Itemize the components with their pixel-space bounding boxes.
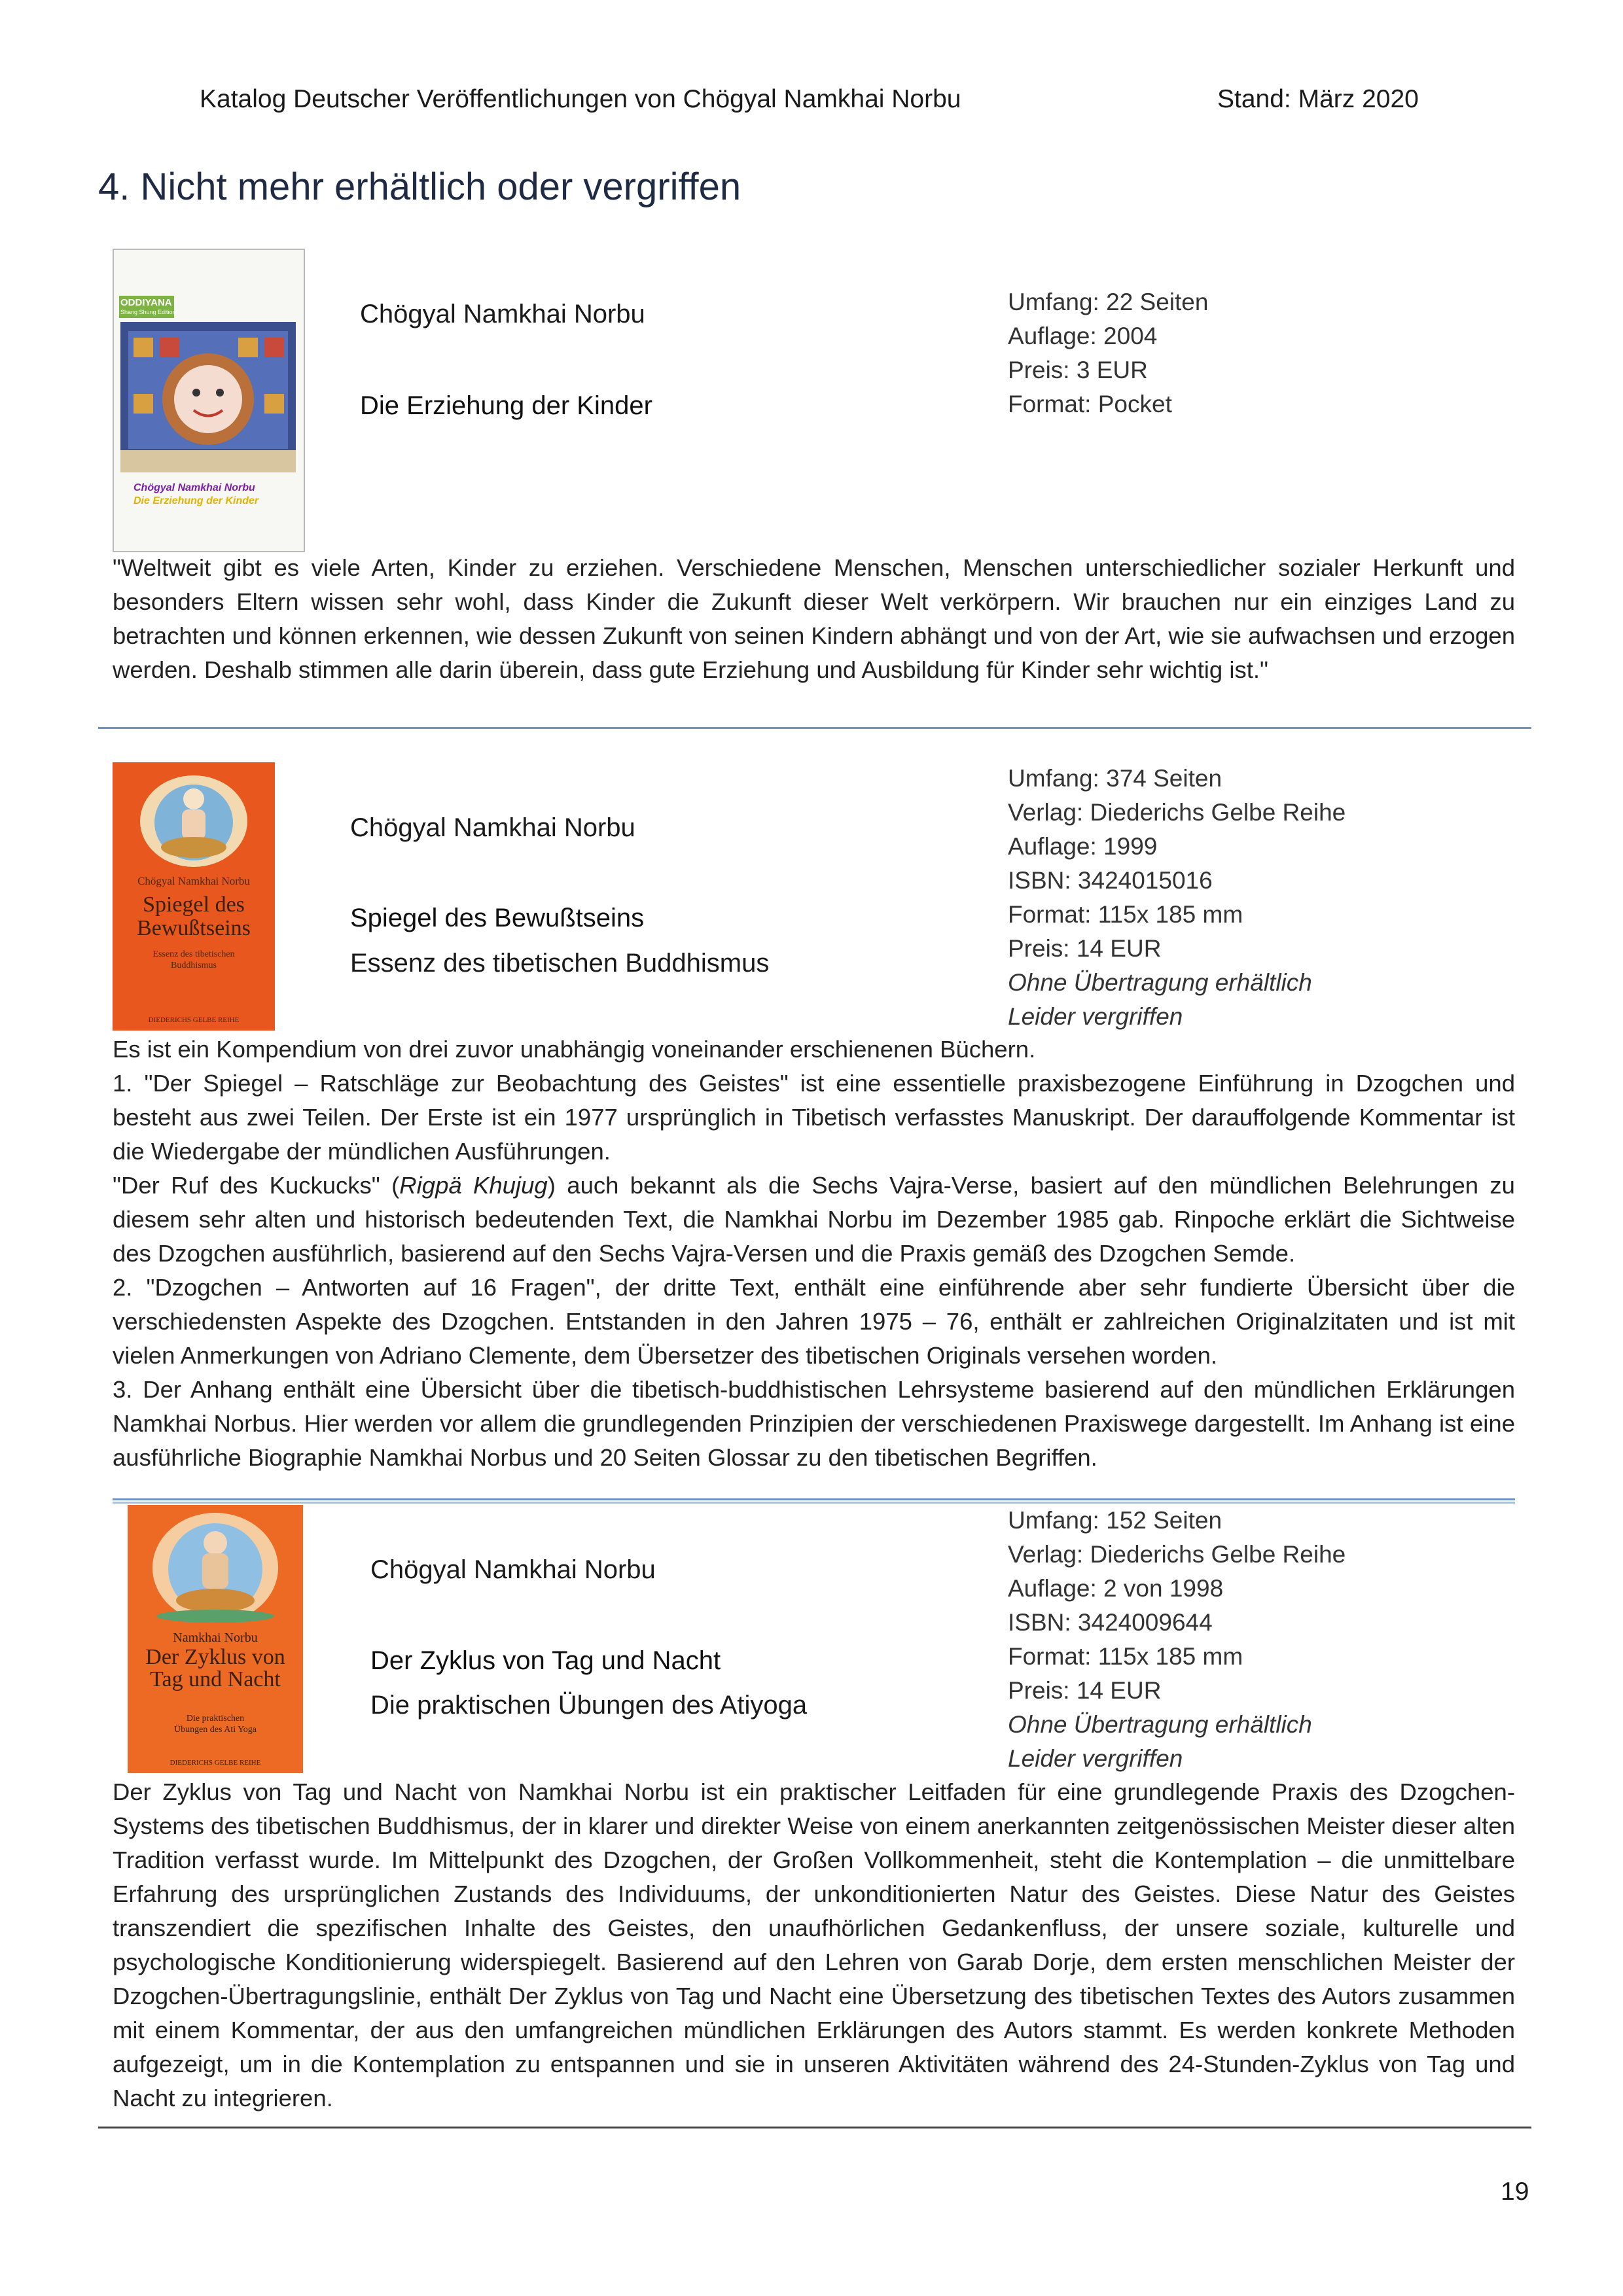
book-author: Chögyal Namkhai Norbu: [370, 1555, 656, 1584]
book-cover-spiegel: [113, 762, 275, 1031]
cover-illustration-child-face: [120, 322, 296, 472]
cover-subtitle-text: Essenz des tibetischen Buddhismus: [152, 949, 235, 970]
meta-line: Auflage: 2 von 1998: [1008, 1575, 1224, 1602]
meta-line: Preis: 3 EUR: [1008, 357, 1148, 383]
meta-line: ISBN: 3424009644: [1008, 1609, 1213, 1636]
description-paragraph: "Weltweit gibt es viele Arten, Kinder zu erziehen. Verschiedene Menschen, Menschen unterschiedlicher sozialer Herkunft und besonders Eltern wissen sehr wohl, dass Kinder die Zukunft dieser Welt verkörpern. Wir brauchen nur ein einziges Land zu betrachten und können erkennen, wie dessen Zukunft von seinen Kindern abhängt und von der Art, wie sie aufwachsen und erzogen werden. Deshalb stimmen alle darin überein, dass gute Erziehung und Ausbildung für Kinder sehr wichtig ist.": [113, 554, 1515, 683]
ruf-text-italic: Rigpä Khujug: [399, 1172, 548, 1199]
cover-title-text: Die Erziehung der Kinder: [134, 495, 259, 506]
meta-line: Verlag: Diederichs Gelbe Reihe: [1008, 799, 1346, 826]
cover-illustration-buddha: [143, 1509, 287, 1624]
book-description-erziehung: [113, 551, 1515, 687]
section-title: 4. Nicht mehr erhältlich oder vergriffen: [98, 166, 741, 208]
cover-author-text: Chögyal Namkhai Norbu: [137, 875, 250, 887]
description-paragraph: 2. "Dzogchen – Antworten auf 16 Fragen", der dritte Text, enthält eine einführende aber sehr fundierte Übersicht über die verschiedensten Aspekte des Dzogchen. Entstanden in den Jahren 1975 – 76, enthält er zahlreichen Originalzitaten und ist mit vielen Anmerkungen von Adriano Clemente, dem Übersetzer des tibetischen Originals versehen worden.: [113, 1274, 1515, 1369]
book-description-spiegel: [113, 1033, 1515, 1475]
book-description-zyklus: [113, 1775, 1515, 2115]
cover-title-text: Der Zyklus von Tag und Nacht: [145, 1645, 285, 1691]
description-paragraph: 3. Der Anhang enthält eine Übersicht über die tibetisch-buddhistischen Lehrsysteme basierend auf den mündlichen Erklärungen Namkhai Norbus. Hier werden vor allem die grundlegenden Prinzipien der verschiedenen Praxiswege dargestellt. Im Anhang ist eine ausführliche Biographie Namkhai Norbus und 20 Seiten Glossar zu den tibetischen Begriffen.: [113, 1376, 1515, 1471]
book-cover-zyklus: [128, 1505, 303, 1773]
book-meta-zyklus: [1008, 1504, 1346, 1776]
description-paragraph-ruf: [113, 1169, 1515, 1271]
book-meta-spiegel: [1008, 762, 1346, 1034]
cover-subtitle-text: Die praktischen Übungen des Ati Yoga: [173, 1714, 257, 1735]
meta-line: Format: Pocket: [1008, 391, 1172, 417]
meta-line-out-of-print: Leider vergriffen: [1008, 1003, 1183, 1030]
meta-line: Verlag: Diederichs Gelbe Reihe: [1008, 1541, 1346, 1568]
cover-author-text: Chögyal Namkhai Norbu: [134, 482, 255, 493]
cover-author-text: Namkhai Norbu: [173, 1631, 258, 1645]
meta-line-out-of-print: Leider vergriffen: [1008, 1745, 1183, 1772]
page-number: 19: [1501, 2178, 1529, 2206]
book-title: Die Erziehung der Kinder: [360, 391, 652, 420]
cover-series-text: DIEDERICHS GELBE REIHE: [169, 1759, 261, 1767]
description-paragraph: Der Zyklus von Tag und Nacht von Namkhai Norbu ist ein praktischer Leitfaden für eine grundlegende Praxis des Dzogchen-Systems des tibetischen Buddhismus, der in klarer und direkter Weise von einem anerkannten zeitgenössischen Meister dieser alten Tradition verfasst wurde. Im Mittelpunkt des Dzogchen, der Großen Vollkommenheit, steht die Kontemplation – die unmittelbare Erfahrung des ursprünglichen Zustands des Individuums, der unkonditionierten Natur des Geistes. Diese Natur des Geistes transzendiert die spezifischen Inhalte des Geistes, den unaufhörlichen Gedankenfluss, der unsere soziale, kulturelle und psychologische Konditionierung widerspiegelt. Basierend auf den Lehren von Garab Dorje, dem ersten menschlichen Meister der Dzogchen-Übertragungslinie, enthält Der Zyklus von Tag und Nacht eine Übersetzung des tibetischen Textes des Autors zusammen mit einem Kommentar, der aus den umfangreichen mündlichen Erklärungen des Autors stammt. Es werden konkrete Methoden aufgezeigt, um in die Kontemplation zu entspannen und sie in unseren Aktivitäten während des 24-Stunden-Zyklus von Tag und Nacht zu integrieren.: [113, 1778, 1515, 2111]
description-paragraph: 1. "Der Spiegel – Ratschläge zur Beobachtung des Geistes" ist eine essentielle praxisbezogene Einführung in Dzogchen und besteht aus zwei Teilen. Der Erste ist ein 1977 ursprünglich in Tibetisch verfasstes Manuskript. Der darauffolgende Kommentar ist die Wiedergabe der mündlichen Ausführungen.: [113, 1070, 1515, 1165]
cover-publisher-sub: Shang Shung Edition: [120, 309, 176, 315]
meta-line: Umfang: 374 Seiten: [1008, 765, 1222, 792]
meta-line: Format: 115x 185 mm: [1008, 1643, 1243, 1670]
meta-line: Umfang: 22 Seiten: [1008, 289, 1209, 315]
ruf-text-after: ) auch bekannt als die Sechs Vajra-Verse, basiert auf den mündlichen Belehrungen zu diesem sehr alten und historisch bedeutenden Text, die Namkhai Norbu im Dezember 1985 gab. Rinpoche erklärt die Sichtweise des Dzogchen ausführlich, basierend auf den Sechs Vajra-Versen und die Praxis gemäß des Dzogchen Semde.: [113, 1172, 1515, 1267]
book-subtitle: Essenz des tibetischen Buddhismus: [350, 949, 770, 978]
ruf-text-before: "Der Ruf des Kuckucks" (: [113, 1172, 400, 1199]
divider: [98, 2127, 1531, 2128]
meta-line: Format: 115x 185 mm: [1008, 901, 1243, 928]
cover-publisher-label: ODDIYANA: [120, 297, 172, 308]
catalog-status-date: Stand: März 2020: [1217, 85, 1419, 113]
meta-line-availability: Ohne Übertragung erhältlich: [1008, 969, 1312, 996]
cover-illustration-deity: [128, 770, 259, 868]
divider-double: [113, 1498, 1515, 1504]
meta-line: Auflage: 1999: [1008, 833, 1158, 860]
cover-title-text: Spiegel des Bewußtseins: [137, 892, 251, 940]
book-title: Der Zyklus von Tag und Nacht: [370, 1646, 721, 1675]
book-meta-erziehung: [1008, 285, 1208, 421]
meta-line-availability: Ohne Übertragung erhältlich: [1008, 1711, 1312, 1738]
divider: [98, 727, 1531, 729]
book-author: Chögyal Namkhai Norbu: [350, 813, 635, 842]
book-cover-erziehung: [113, 249, 305, 552]
cover-series-text: DIEDERICHS GELBE REIHE: [148, 1016, 240, 1024]
meta-line: ISBN: 3424015016: [1008, 867, 1213, 894]
book-title: Spiegel des Bewußtseins: [350, 904, 645, 932]
meta-line: Auflage: 2004: [1008, 323, 1158, 349]
meta-line: Preis: 14 EUR: [1008, 935, 1162, 962]
meta-line: Umfang: 152 Seiten: [1008, 1507, 1222, 1534]
book-author: Chögyal Namkhai Norbu: [360, 300, 645, 328]
book-subtitle: Die praktischen Übungen des Atiyoga: [370, 1691, 808, 1720]
catalog-header-title: Katalog Deutscher Veröffentlichungen von Chögyal Namkhai Norbu: [200, 85, 961, 113]
meta-line: Preis: 14 EUR: [1008, 1677, 1162, 1704]
description-paragraph: Es ist ein Kompendium von drei zuvor unabhängig voneinander erschienenen Büchern.: [113, 1036, 1036, 1063]
